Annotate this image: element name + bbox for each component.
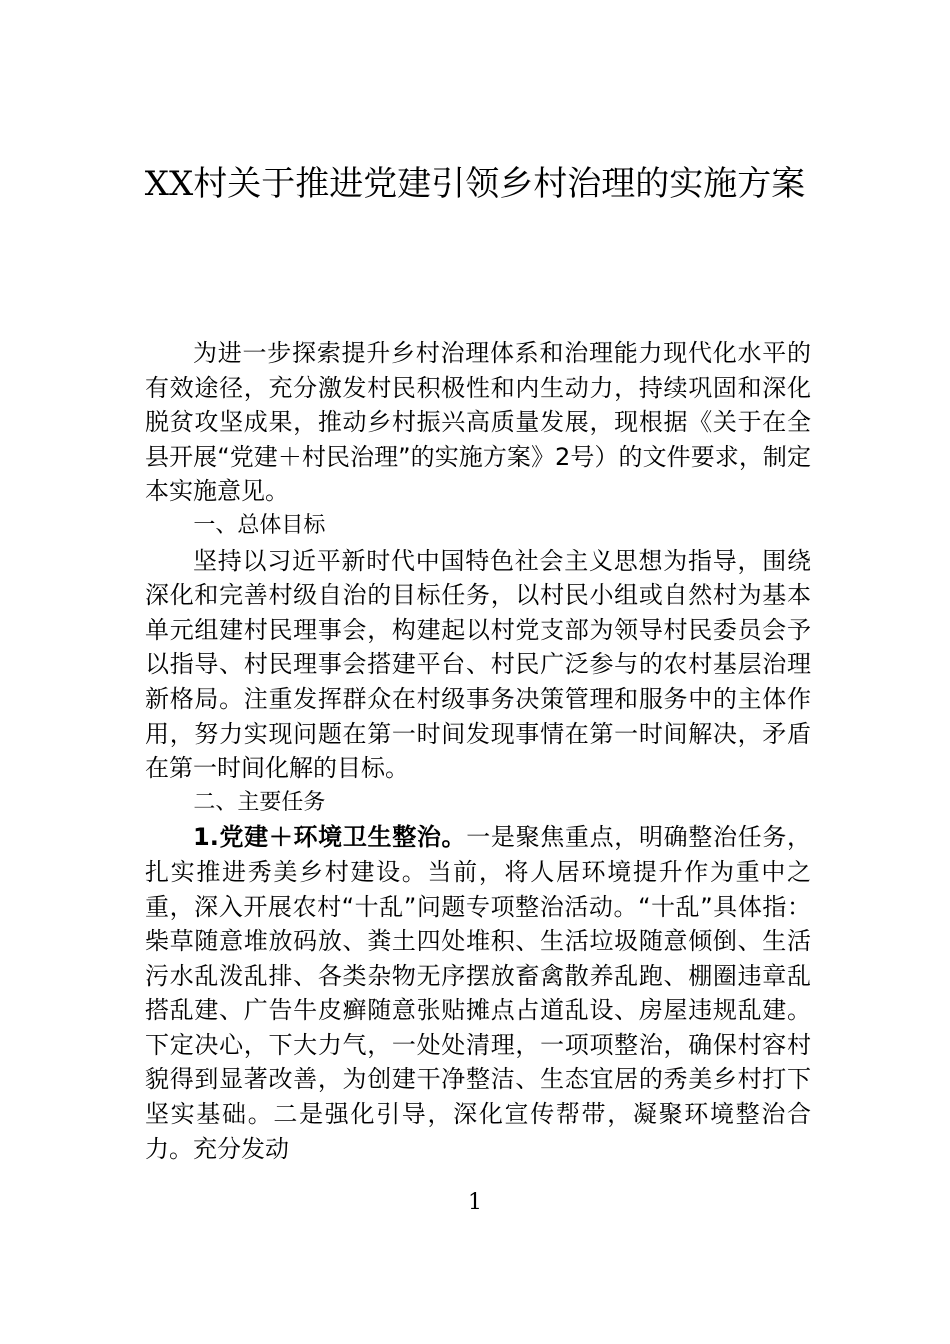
section-heading-main-tasks: 二、主要任务 <box>193 789 326 815</box>
document-body <box>145 336 811 1166</box>
task-body-text: 一是聚焦重点，明确整治任务，扎实推进秀美乡村建设。当前，将人居环境提升作为重中之重，深入开展农村“十乱”问题专项整治活动。“十乱”具体指：柴草随意堆放码放、粪土四处堆积、生活垃圾随意倾倒、生活污水乱泼乱排、各类杂物无序摆放畜禽散养乱跑、棚圈违章乱搭乱建、广告牛皮癣随意张贴摊点占道乱设、房屋违规乱建。下定决心，下大力气，一处处清理，一项项整治，确保村容村貌得到显著改善，为创建干净整洁、生态宜居的秀美乡村打下坚实基础。二是强化引导，深化宣传帮带，凝聚环境整治合力。充分发动 <box>145 823 811 1163</box>
overall-goals-paragraph: 坚持以习近平新时代中国特色社会主义思想为指导，围绕深化和完善村级自治的目标任务，以村民小组或自然村为基本单元组建村民理事会，构建起以村党支部为领导村民委员会予以指导、村民理事会搭建平台、村民广泛参与的农村基层治理新格局。注重发挥群众在村级事务决策管理和服务中的主体作用，努力实现问题在第一时间发现事情在第一时间解决，矛盾在第一时间化解的目标。 <box>145 546 811 783</box>
section-heading-overall-goals: 一、总体目标 <box>193 512 326 538</box>
document-title: XX村关于推进党建引领乡村治理的实施方案 <box>144 164 806 204</box>
main-tasks-paragraph <box>145 820 811 1166</box>
intro-paragraph: 为进一步探索提升乡村治理体系和治理能力现代化水平的有效途径，充分激发村民积极性和内生动力，持续巩固和深化脱贫攻坚成果，推动乡村振兴高质量发展，现根据《关于在全县开展“党建＋村民治理”的实施方案》2号）的文件要求，制定本实施意见。 <box>145 339 811 506</box>
task-lead-heading: 1.党建＋环境卫生整治。 <box>193 823 467 852</box>
page-number: 1 <box>468 1190 482 1215</box>
